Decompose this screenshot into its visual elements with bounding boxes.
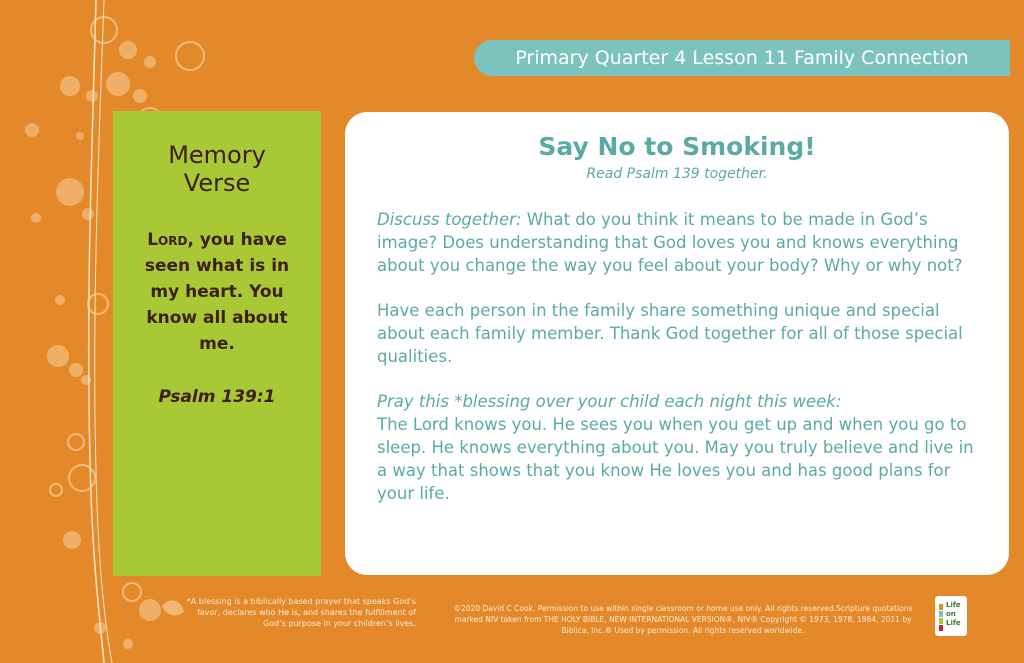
verse-lord: Lord [147, 230, 188, 250]
activity-subtitle: Read Psalm 139 together. [586, 166, 768, 182]
copyright-notice: ©2020 David C Cook. Permission to use within single classroom or home use only. All rights reserved.Scripture quotations marked NIV taken from THE HOLY BIBLE, NEW INTERNATIONAL VERSION®, NIV® Copyright © 1973, 1978, 1984, 2011 by Biblica, Inc.® Used by permission. All rights reserved worldwide. [453, 604, 913, 635]
discuss-text: What do you think it means to be made in God’s image? Does understanding that God loves you and knows everything about you change the way you feel about your body? Why or why not? [377, 210, 963, 275]
memory-verse-title-line2: Verse [183, 169, 251, 197]
pray-paragraph [377, 390, 977, 505]
discuss-label: Discuss together: [377, 210, 522, 229]
blessing-footnote: *A blessing is a biblically based prayer that speaks God’s favor, declares who He is, and shares the fulfillment of God’s purpose in your children’s lives. [186, 597, 416, 628]
memory-verse-text [113, 227, 321, 357]
activity-card [345, 112, 1009, 575]
discuss-paragraph [377, 208, 977, 277]
verse-rest: , you have seen what is in my heart. You know all about me. [144, 230, 290, 354]
logo-text: Life on Life [946, 601, 961, 627]
pray-text: The Lord knows you. He sees you when you get up and when you go to sleep. He knows everything about you. May you truly believe and live in a way that shows that you know He loves you and has good plans for your life. [377, 415, 974, 503]
pray-label: Pray this *blessing over your child each night this week: [377, 392, 842, 411]
share-paragraph: Have each person in the family share something unique and special about each family member. Thank God together for all of those special qualities. [377, 301, 963, 366]
life-on-life-logo [935, 596, 967, 636]
activity-title: Say No to Smoking! [538, 132, 816, 161]
memory-verse-title [113, 141, 321, 197]
logo-bars-icon [939, 604, 943, 630]
memory-verse-reference: Psalm 139:1 [158, 387, 276, 407]
memory-verse-card [113, 111, 321, 576]
memory-verse-title-line1: Memory [168, 141, 266, 169]
lesson-banner: Primary Quarter 4 Lesson 11 Family Connection [474, 40, 1010, 76]
